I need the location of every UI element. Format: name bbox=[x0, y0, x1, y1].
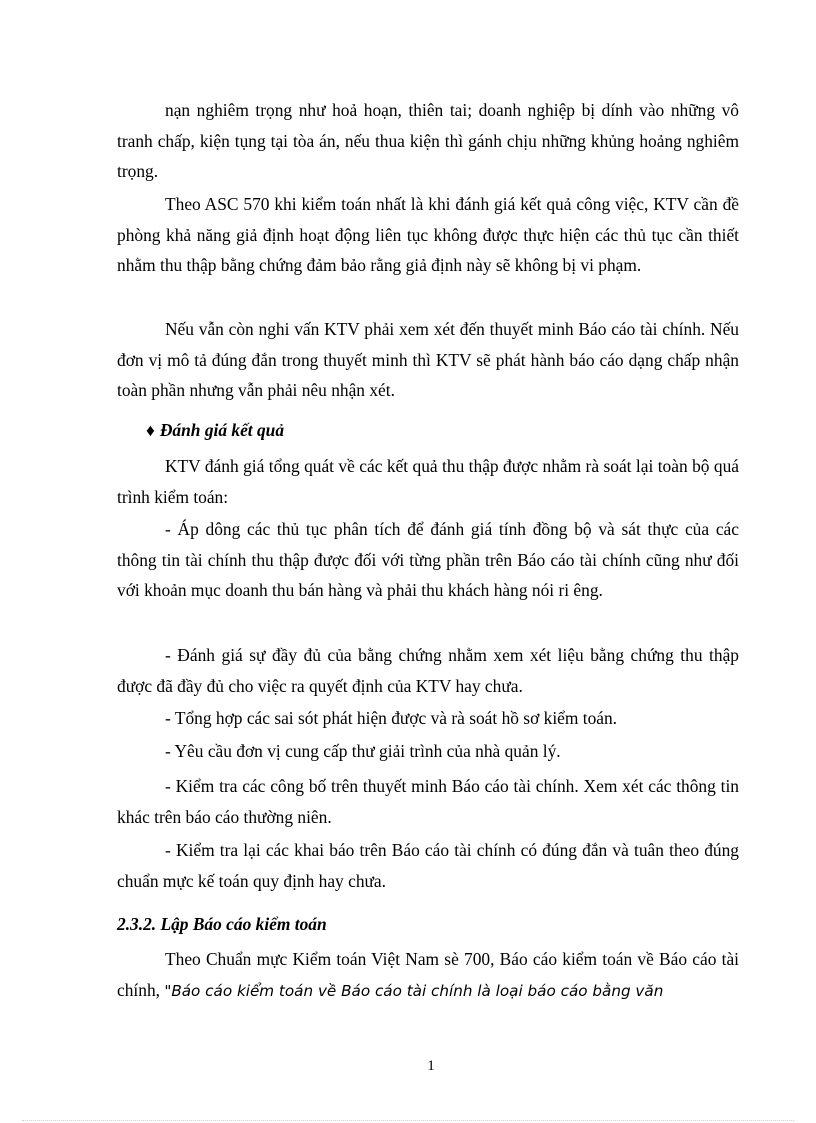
paragraph-closing bbox=[117, 944, 739, 1006]
list-item: - Kiểm tra các công bố trên thuyết minh Báo cáo tài chính. Xem xét các thông tin khác trên báo cáo thường niên. bbox=[117, 776, 739, 827]
closing-quote: "Báo cáo kiểm toán về Báo cáo tài chính là loại báo cáo bằng văn bbox=[164, 981, 664, 1000]
list-item: - Đánh giá sự đầy đủ của bằng chứng nhằm xem xét liệu bằng chứng thu thập được đã đầy đủ cho việc ra quyết định của KTV hay chưa. bbox=[117, 645, 739, 696]
section-heading: 2.3.2. Lập Báo cáo kiểm toán bbox=[117, 914, 327, 934]
paragraph-asc570: Theo ASC 570 khi kiểm toán nhất là khi đánh giá kết quả công việc, KTV cần đề phòng khả năng giả định hoạt động liên tục không được thực hiện các thủ tục cần thiết nhằm thu thập bằng chứng đảm bảo rằng giả định này sẽ không bị vi phạm. bbox=[117, 194, 739, 276]
page-bottom-divider bbox=[22, 1120, 794, 1121]
list-item: - Yêu cầu đơn vị cung cấp thư giải trình của nhà quản lý. bbox=[165, 741, 561, 761]
subheading-evaluate-results bbox=[146, 420, 284, 441]
list-item: - Tổng hợp các sai sót phát hiện được và rà soát hồ sơ kiểm toán. bbox=[165, 708, 618, 728]
diamond-bullet-icon: ♦ bbox=[146, 420, 155, 440]
paragraph-intro: KTV đánh giá tổng quát về các kết quả thu thập được nhằm rà soát lại toàn bộ quá trình kiểm toán: bbox=[117, 456, 739, 507]
closing-text: Theo Chuẩn mực Kiểm toán Việt Nam sè 700, Báo cáo kiểm toán về Báo cáo tài chính, bbox=[117, 949, 739, 1000]
paragraph-continuation: nạn nghiêm trọng như hoả hoạn, thiên tai; doanh nghiệp bị dính vào những vô tranh chấp, kiện tụng tại tòa án, nếu thua kiện thì gánh chịu những khủng hoảng nghiêm trọng. bbox=[117, 100, 739, 182]
list-item: - Kiểm tra lại các khai báo trên Báo cáo tài chính có đúng đắn và tuân theo đúng chuẩn mực kế toán quy định hay chưa. bbox=[117, 840, 739, 891]
list-item: - Áp dông các thủ tục phân tích để đánh giá tính đồng bộ và sát thực của các thông tin tài chính thu thập được đối với từng phần trên Báo cáo tài chính cũng như đối với khoản mục doanh thu bán hàng và phải thu khách hàng nói ri êng. bbox=[117, 519, 739, 601]
page-number: 1 bbox=[427, 1058, 435, 1074]
paragraph-doubt: Nếu vẫn còn nghi vấn KTV phải xem xét đến thuyết minh Báo cáo tài chính. Nếu đơn vị mô tả đúng đắn trong thuyết minh thì KTV sẽ phát hành báo cáo dạng chấp nhận toàn phần nhưng vẫn phải nêu nhận xét. bbox=[117, 319, 739, 401]
subheading-text: Đánh giá kết quả bbox=[159, 420, 285, 440]
